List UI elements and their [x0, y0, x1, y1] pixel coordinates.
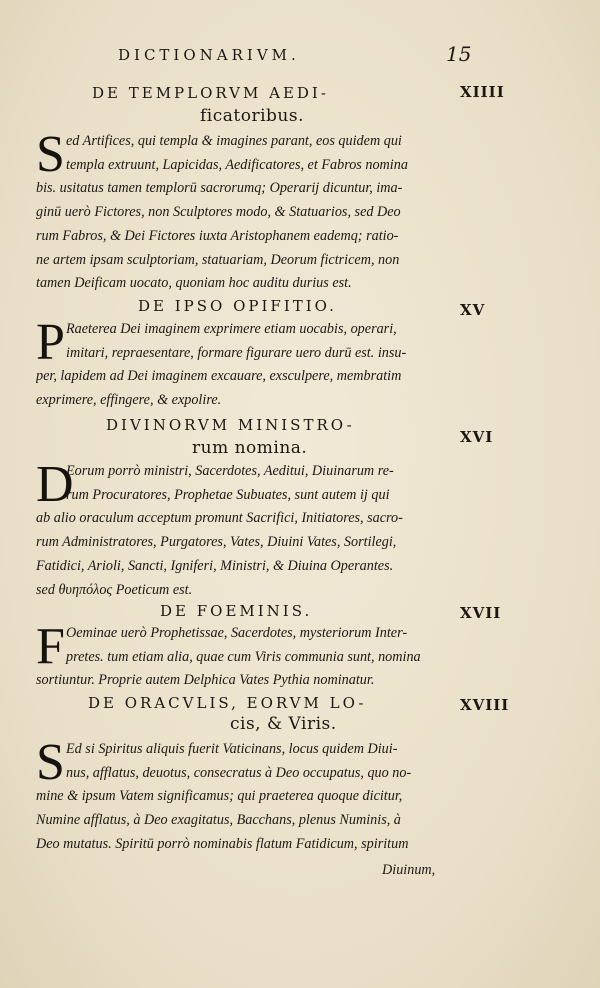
- section-subheading: rum nomina.: [192, 438, 308, 458]
- section-heading: DE TEMPLORVM AEDI-: [92, 84, 329, 102]
- text-line: rum Administratores, Purgatores, Vates, Diuini Vates, Sortilegi,: [36, 534, 397, 551]
- text-line: templa extruunt, Lapicidas, Aedificatores, et Fabros nomina: [66, 156, 408, 173]
- section-subheading: cis, & Viris.: [230, 714, 337, 734]
- drop-cap: F: [36, 618, 65, 675]
- text-line: mine & ipsum Vatem significamus; qui praeterea quoque dicitur,: [36, 788, 403, 805]
- text-line: sed θυηπόλος Poeticum est.: [36, 581, 193, 598]
- drop-cap: P: [36, 314, 65, 371]
- text-line: Ed si Spiritus aliquis fuerit Vaticinans, locus quidem Diui-: [66, 741, 398, 757]
- text-line: sortiuntur. Proprie autem Delphica Vates Pythia nominatur.: [36, 672, 375, 689]
- section-numeral: XIIII: [460, 83, 505, 101]
- text-line: exprimere, effingere, & expolire.: [36, 392, 222, 409]
- text-line: ne artem ipsam sculptoriam, statuariam, Deorum fictricem, non: [36, 251, 400, 268]
- drop-cap: D: [36, 456, 74, 513]
- section-subheading: ficatoribus.: [200, 106, 304, 126]
- drop-cap: S: [36, 126, 65, 183]
- text-line: Fatidici, Arioli, Sancti, Igniferi, Ministri, & Diuina Operantes.: [36, 557, 394, 574]
- section-numeral: XVI: [460, 428, 494, 446]
- text-line: Eorum porrò ministri, Sacerdotes, Aeditui, Diuinarum re-: [66, 463, 394, 479]
- running-head: DICTIONARIVM.: [118, 46, 300, 64]
- text-line: Raeterea Dei imaginem exprimere etiam uocabis, operari,: [66, 321, 397, 337]
- text-line: pretes. tum etiam alia, quae cum Viris communia sunt, nomina: [66, 648, 421, 665]
- section-heading: DE ORACVLIS, EORVM LO-: [88, 694, 367, 712]
- section-numeral: XVIII: [460, 696, 510, 714]
- text-line: bis. usitatus tamen templorū sacrorumq; Operarij dicuntur, ima-: [36, 180, 403, 197]
- section-numeral: XV: [460, 301, 486, 319]
- section-numeral: XVII: [460, 604, 502, 622]
- text-line: imitari, repraesentare, formare figurare uero durū est. insu-: [66, 344, 407, 361]
- page-number: 15: [446, 42, 472, 66]
- section-heading: DE IPSO OPIFITIO.: [138, 297, 337, 315]
- text-line: tamen Deificam uocato, quoniam hoc auditu durius est.: [36, 275, 352, 292]
- catchword: Diuinum,: [382, 862, 436, 878]
- text-line: rum Fabros, & Dei Fictores iuxta Aristophanem eademq; ratio-: [36, 227, 399, 244]
- section-paragraph: [36, 126, 468, 296]
- section-heading: DIVINORVM MINISTRO-: [106, 416, 355, 434]
- text-line: ed Artifices, qui templa & imagines parant, eos quidem qui: [66, 133, 402, 149]
- text-line: rum Procuratores, Prophetae Subuates, sunt autem ij qui: [66, 486, 390, 503]
- text-line: ginū uerò Fictores, non Sculptores modo, & Statuarios, sed Deo: [36, 204, 401, 221]
- section-paragraph: [36, 314, 468, 413]
- section-heading: DE FOEMINIS.: [160, 602, 313, 620]
- text-line: per, lapidem ad Dei imaginem excauare, exsculpere, membratim: [36, 368, 402, 385]
- text-line: Numine afflatus, à Deo exagitatus, Bacchans, plenus Numinis, à: [36, 812, 401, 829]
- text-line: Oeminae uerò Prophetissae, Sacerdotes, mysteriorum Inter-: [66, 625, 408, 641]
- text-line: Deo mutatus. Spiritū porrò nominabis flatum Fatidicum, spiritum: [36, 835, 409, 852]
- section-paragraph: [36, 734, 468, 857]
- drop-cap: S: [36, 734, 65, 791]
- text-line: nus, afflatus, deuotus, consecratus à Deo occupatus, quo no-: [66, 764, 412, 781]
- text-line: ab alio oraculum acceptum promunt Sacrifici, Initiatores, sacro-: [36, 510, 403, 527]
- section-paragraph: [36, 618, 468, 693]
- section-paragraph: [36, 456, 468, 602]
